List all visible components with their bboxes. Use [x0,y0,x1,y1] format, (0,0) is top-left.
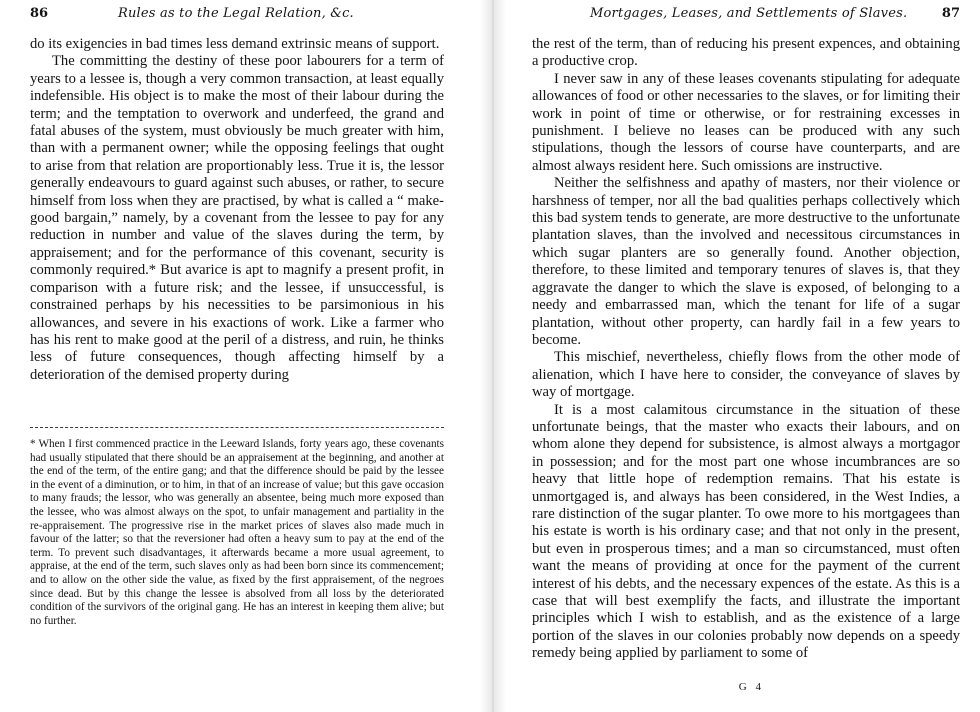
right-paragraph-5: It is a most calamitous circumstance in the situation of these unfortunate beings, that the master who exacts their labours, and on whom alone they depend for subsistence, is almost always a mortgagor in possession; and for the most part one whose incumbrances are so heavy that little hope of redemption remains. That his estate is unmortgaged is, and always has been considered, in the West Indies, a rare distinction of the sugar planter. To owe more to his mortgagees than his estate is worth is his ordinary case; and that not only in the present, but even in prosperous times; and a man so circumstanced, must often want the means of providing at once for the payment of the current interest of his debts, and the necessary expences of the estate. As this is a case that will best exemplify the facts, and illustrate the important principles which I wish to establish, and as the existence of a large portion of the slaves in our colonies probably now depends on a speedy remedy being applied by parliament to some of [532,401,960,662]
book-gutter [480,0,506,712]
right-page-header [506,0,980,34]
right-paragraph-2: I never saw in any of these leases covenants stipulating for adequate allowances of food or other necessaries to the slaves, or for limiting their work in point of time or otherwise, or for restraining excesses in punishment. I believe no leases can be produced with any such stipulations, though the lessors of course have counterparts, and are almost always resident here. Such omissions are instructive. [532,70,960,174]
left-page-header [0,0,478,34]
right-page [506,0,980,712]
left-running-head: Rules as to the Legal Relation, &c. [118,6,354,21]
footnote: * When I first commenced practice in the Leeward Islands, forty years ago, these covenants had usually stipulated that there should be an appraisement at the beginning, and another at the end of the term, of the entire gang; and that the difference should be paid by the lessee in the event of a diminution, or to him, in that of an increase of value; but this gave occasion to many frauds; the lessor, who was generally an absentee, being much more exposed than the lessee, who was almost always on the spot, to unfair management and partiality in the re-appraisement. The progressive rise in the market prices of slaves also made much in favour of the latter; so that the reversioner had often a heavy sum to pay at the end of the term. To prevent such disadvantages, it afterwards became a more usual agreement, to appraise, at the end of the term, such slaves only as had been born since its commencement; and to allow on the other side the value, as fixed by the first appraisement, of the negroes since dead. But by this change the lessee is absolved from all loss by the deteriorated condition of the survivors of the original gang. He has an interest in keeping them alive; but no further. [30,438,444,627]
left-page-body [30,36,444,384]
footnote-separator [30,427,444,428]
left-page [0,0,478,712]
right-paragraph-4: This mischief, nevertheless, chiefly flows from the other mode of alienation, which I have here to consider, the conveyance of slaves by way of mortgage. [532,349,960,401]
right-page-number: 87 [941,6,960,21]
right-paragraph-1: the rest of the term, than of reducing his present expences, and obtaining a productive crop. [532,36,960,70]
left-page-number: 86 [30,6,49,21]
right-paragraph-3: Neither the selfishness and apathy of masters, nor their violence or harshness of temper, nor all the bad qualities perhaps collectively which this bad system tends to generate, are more destructive to the unfortunate plantation slaves, than the involved and necessitous circumstances in which sugar planters are so generally found. Another objection, therefore, to these limited and temporary tenures of slaves is, that they aggravate the danger to which the slave is exposed, of belonging to a needy and embarrassed man, which the tenant for life of a sugar plantation, without other property, can hardly fail in a few years to become. [532,175,960,348]
left-paragraph-2: The committing the destiny of these poor labourers for a term of years to a lessee is, though a very common transaction, at least equally indefensible. His object is to make the most of their labour during the term; and the temptation to overwork and underfeed, the grand and fatal abuses of the system, must obviously be much greater with him, than with a permanent owner; while the opposing feelings that ought to arise from that relation are proportionably less. True it is, the lessor generally endeavours to guard against such abuses, or rather, to secure himself from loss when they are practised, by what is called a “ make-good bargain,” namely, by a covenant from the lessee to pay for any reduction in number and value of the slaves during the term, by appraisement; and for the performance of this covenant, security is commonly required.* But avarice is apt to magnify a present profit, in comparison with a future risk; and the lessee, if unsuccessful, is constrained perhaps by his necessities to be parsimonious in his allowances, and severe in his exactions of work. Like a farmer who has his rent to make good at the peril of a distress, and ruin, he thinks less of future consequences, though affecting himself by a deterioration of the demised property during [30,53,444,383]
right-running-head: Mortgages, Leases, and Settlements of Slaves. [590,6,908,21]
signature-mark: G 4 [738,681,764,693]
right-page-body [532,36,960,663]
left-paragraph-1: do its exigencies in bad times less demand extrinsic means of support. [30,36,440,52]
